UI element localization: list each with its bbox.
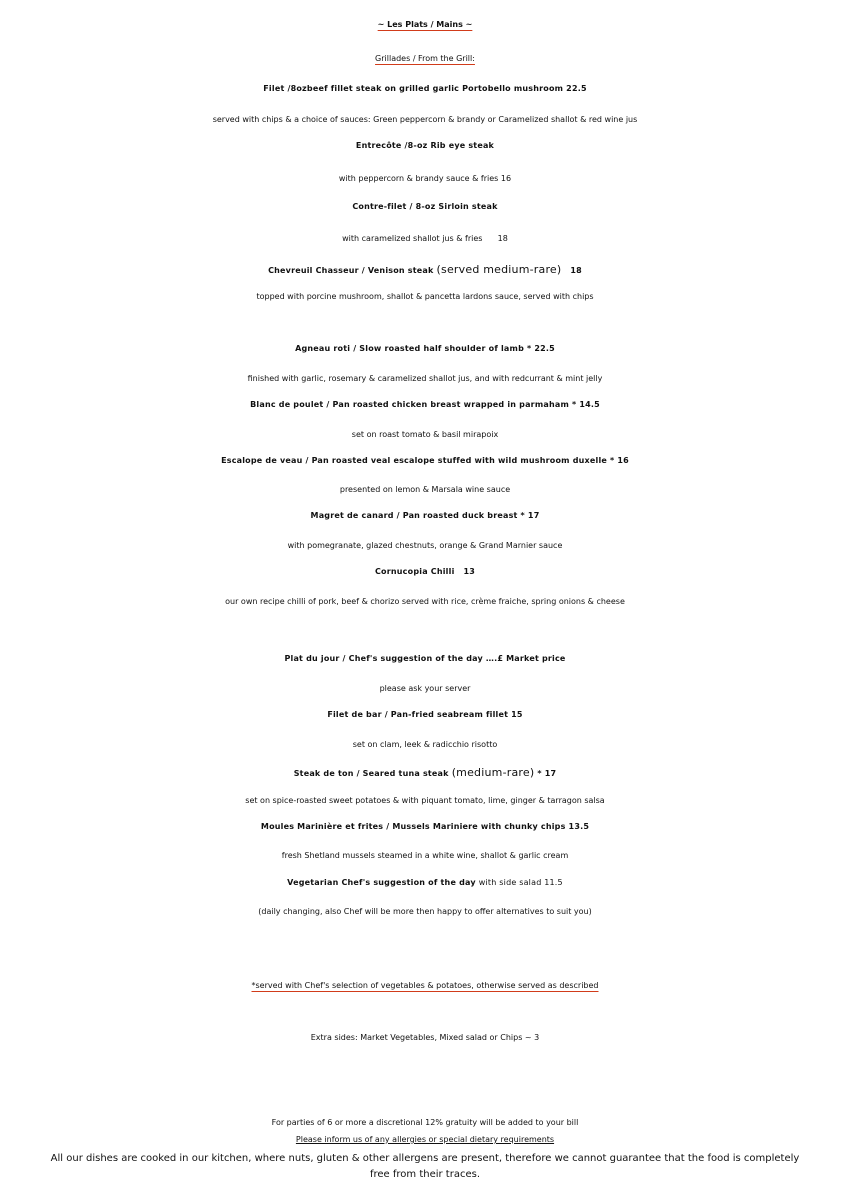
dish-moules-name: Moules Marinière et frites / Mussels Mariniere with chunky chips 13.5 [260, 822, 590, 831]
dish-agneau-desc: finished with garlic, rosemary & caramelized shallot jus, and with redcurrant & mint jelly [247, 374, 603, 383]
dish-bar-name: Filet de bar / Pan-fried seabream fillet 15 [327, 710, 523, 719]
dish-veau-name: Escalope de veau / Pan roasted veal escalope stuffed with wild mushroom duxelle * 16 [221, 456, 629, 465]
extra-sides: Extra sides: Market Vegetables, Mixed salad or Chips ~ 3 [310, 1033, 540, 1042]
dish-filet-desc: served with chips & a choice of sauces: Green peppercorn & brandy or Caramelized shallot & red wine jus [212, 115, 638, 124]
dish-moules-desc: fresh Shetland mussels steamed in a white wine, shallot & garlic cream [281, 851, 569, 860]
dish-veau-desc: presented on lemon & Marsala wine sauce [339, 485, 511, 494]
dish-vegetarian-name: Vegetarian Chef's suggestion of the day [287, 878, 476, 887]
footer-gratuity: For parties of 6 or more a discretional 12% gratuity will be added to your bill [271, 1118, 579, 1127]
dish-contre-filet-name: Contre-filet / 8-oz Sirloin steak [352, 202, 498, 211]
dish-ton [0, 766, 850, 779]
dish-vegetarian-extra: with side salad 11.5 [478, 878, 563, 887]
dish-chilli-desc: our own recipe chilli of pork, beef & chorizo served with rice, crème fraiche, spring onions & cheese [225, 597, 625, 606]
dish-chevreuil-desc: topped with porcine mushroom, shallot & pancetta lardons sauce, served with chips [256, 292, 594, 301]
dish-plat-du-jour-name: Plat du jour / Chef's suggestion of the day ….£ Market price [284, 654, 566, 663]
footer-allergy-inform: Please inform us of any allergies or special dietary requirements [295, 1135, 555, 1144]
dish-chevreuil-note: (served medium-rare) [436, 263, 562, 276]
dish-contre-filet-desc: with caramelized shallot jus & fries 18 [342, 234, 508, 243]
dish-canard-name: Magret de canard / Pan roasted duck breast * 17 [310, 511, 540, 520]
dish-bar-desc: set on clam, leek & radicchio risotto [352, 740, 498, 749]
dish-agneau-name: Agneau roti / Slow roasted half shoulder of lamb * 22.5 [295, 344, 555, 353]
dish-canard-desc: with pomegranate, glazed chestnuts, orange & Grand Marnier sauce [287, 541, 563, 550]
dish-vegetarian [0, 878, 850, 887]
dish-entrecote-desc: with peppercorn & brandy sauce & fries 16 [338, 174, 512, 183]
dish-chevreuil-name: Chevreuil Chasseur / Venison steak [268, 266, 434, 275]
served-note: *served with Chef's selection of vegetables & potatoes, otherwise served as described [251, 981, 599, 990]
dish-filet-name: Filet /8ozbeef fillet steak on grilled garlic Portobello mushroom 22.5 [263, 84, 587, 93]
dish-poulet-name: Blanc de poulet / Pan roasted chicken breast wrapped in parmaham * 14.5 [250, 400, 600, 409]
dish-entrecote-name: Entrecôte /8-oz Rib eye steak [355, 141, 495, 150]
dish-vegetarian-desc: (daily changing, also Chef will be more then happy to offer alternatives to suit you) [258, 907, 592, 916]
footer-allergen-warning: All our dishes are cooked in our kitchen, where nuts, gluten & other allergens are present, therefore we cannot guarantee that the food is completely free from their traces. [50, 1153, 800, 1180]
dish-chevreuil-price: 18 [570, 266, 582, 275]
dish-poulet-desc: set on roast tomato & basil mirapoix [351, 430, 499, 439]
menu-title: ~ Les Plats / Mains ~ [377, 20, 473, 29]
dish-chevreuil [0, 263, 850, 276]
dish-chilli-name: Cornucopia Chilli 13 [374, 567, 476, 576]
dish-ton-note: (medium-rare) [451, 766, 535, 779]
dish-ton-name: Steak de ton / Seared tuna steak [293, 769, 449, 778]
dish-plat-du-jour-desc: please ask your server [379, 684, 471, 693]
dish-ton-price: * 17 [537, 769, 557, 778]
dish-ton-desc: set on spice-roasted sweet potatoes & with piquant tomato, lime, ginger & tarragon salsa [245, 796, 605, 805]
section-heading-grill: Grillades / From the Grill: [375, 54, 475, 63]
